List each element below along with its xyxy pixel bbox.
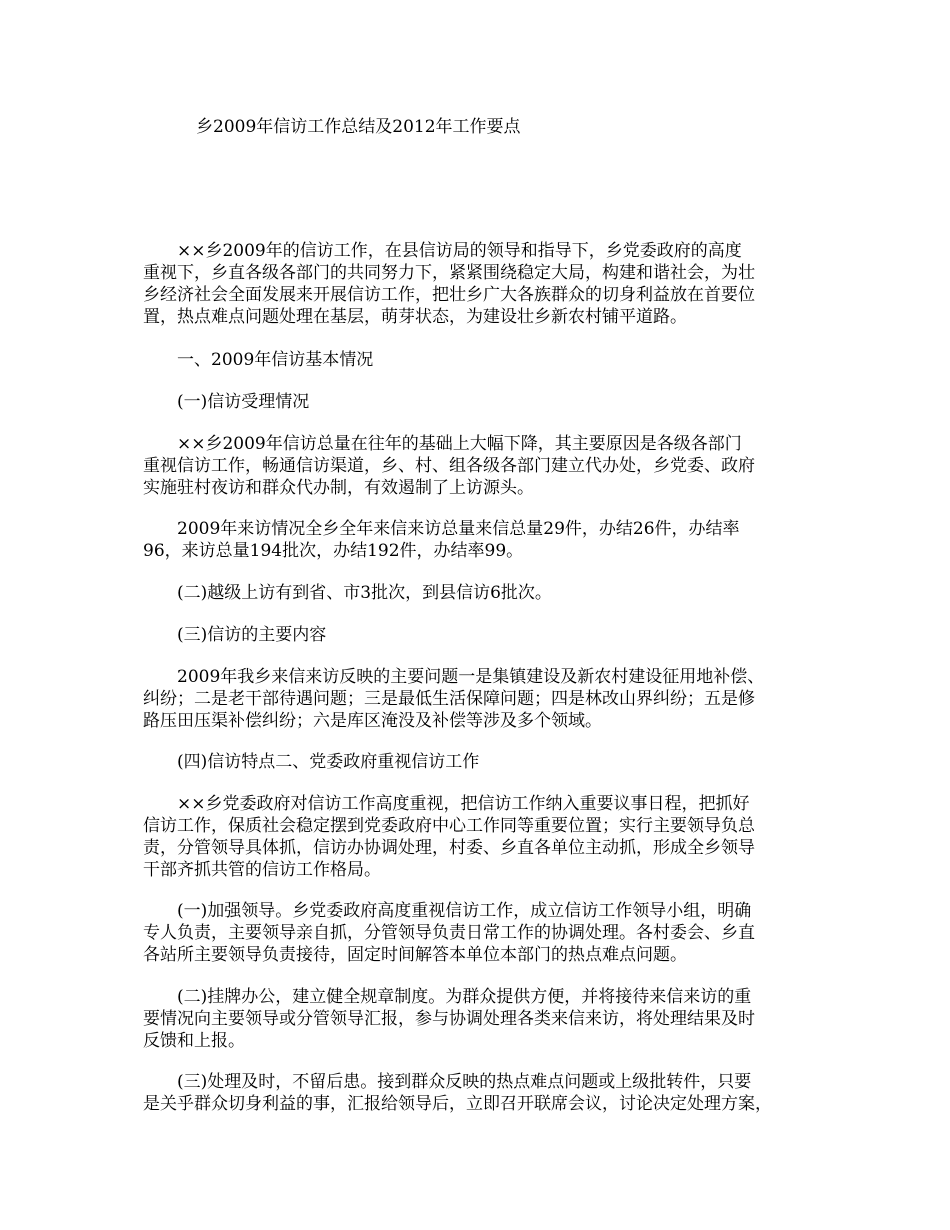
text-line: 信访工作，保质社会稳定摆到党委政府中心工作同等重要位置；实行主要领导负总 [143,816,755,836]
subsection-heading [143,391,813,413]
text-line: (一)加强领导。乡党委政府高度重视信访工作，成立信访工作领导小组，明确 [143,901,752,921]
text-line: 乡经济社会全面发展来开展信访工作，把壮乡广大各族群众的切身利益放在首要位 [143,285,755,305]
text-line: 反馈和上报。 [143,1031,245,1051]
text-line: 专人负责，主要领导亲自抓，分管领导负责日常工作的协调处理。各村委会、乡直 [143,923,755,943]
text-line: 纠纷；二是老干部待遇问题；三是最低生活保障问题；四是林改山界纠纷；五是修 [143,689,755,709]
paragraph [143,582,813,604]
section-heading [143,349,813,371]
text-line: 路压田压渠补偿纠纷；六是库区淹没及补偿等涉及多个领域。 [143,711,602,731]
text-line: 是关乎群众切身利益的事，汇报给领导后，立即召开联席会议，讨论决定处理方案， [143,1094,772,1114]
text-line: 要情况向主要领导或分管领导汇报，参与协调处理各类来信来访，将处理结果及时 [143,1009,755,1029]
text-line: (三)信访的主要内容 [143,625,327,645]
paragraph [143,986,813,1052]
text-line: 2009年来访情况全乡全年来信来访总量来信总量29件，办结26件，办结率 [143,519,740,539]
paragraph [143,1071,813,1115]
document-title: 乡2009年信访工作总结及2012年工作要点 [196,117,521,137]
text-line: 重视信访工作，畅通信访渠道，乡、村、组各级各部门建立代办处，乡党委、政府 [143,456,755,476]
text-line: (二)挂牌办公，建立健全规章制度。为群众提供方便，并将接待来信来访的重 [143,987,752,1007]
subsection-heading [143,751,813,773]
text-line: 2009年我乡来信来访反映的主要问题一是集镇建设及新农村建设征用地补偿、 [143,667,765,687]
paragraph [143,240,813,328]
text-line: 重视下，乡直各级各部门的共同努力下，紧紧围绕稳定大局，构建和谐社会，为壮 [143,263,755,283]
subsection-heading [143,624,813,646]
text-line: 置，热点难点问题处理在基层，萌芽状态，为建设壮乡新农村铺平道路。 [143,307,687,327]
text-line: ××乡党委政府对信访工作高度重视，把信访工作纳入重要议事日程，把抓好 [143,794,750,814]
paragraph [143,433,813,499]
text-line: (四)信访特点二、党委政府重视信访工作 [143,752,480,772]
paragraph [143,518,813,562]
text-line: (二)越级上访有到省、市3批次，到县信访6批次。 [143,583,552,603]
text-line: 责，分管领导具体抓，信访办协调处理，村委、乡直各单位主动抓，形成全乡领导 [143,838,755,858]
text-line: ××乡2009年信访总量在往年的基础上大幅下降，其主要原因是各级各部门 [143,434,742,454]
text-line: 实施驻村夜访和群众代办制，有效遏制了上访源头。 [143,478,534,498]
text-line: 96，来访总量194批次，办结192件，办结率99。 [143,541,524,561]
text-line: ××乡2009年的信访工作，在县信访局的领导和指导下，乡党委政府的高度 [143,241,742,261]
paragraph [143,793,813,881]
text-line: (三)处理及时，不留后患。接到群众反映的热点难点问题或上级批转件，只要 [143,1072,752,1092]
text-line: 各站所主要领导负责接待，固定时间解答本单位本部门的热点难点问题。 [143,945,687,965]
paragraph [143,666,813,732]
text-line: (一)信访受理情况 [143,392,310,412]
paragraph [143,900,813,966]
text-line: 干部齐抓共管的信访工作格局。 [143,860,381,880]
text-line: 一、2009年信访基本情况 [143,350,374,370]
